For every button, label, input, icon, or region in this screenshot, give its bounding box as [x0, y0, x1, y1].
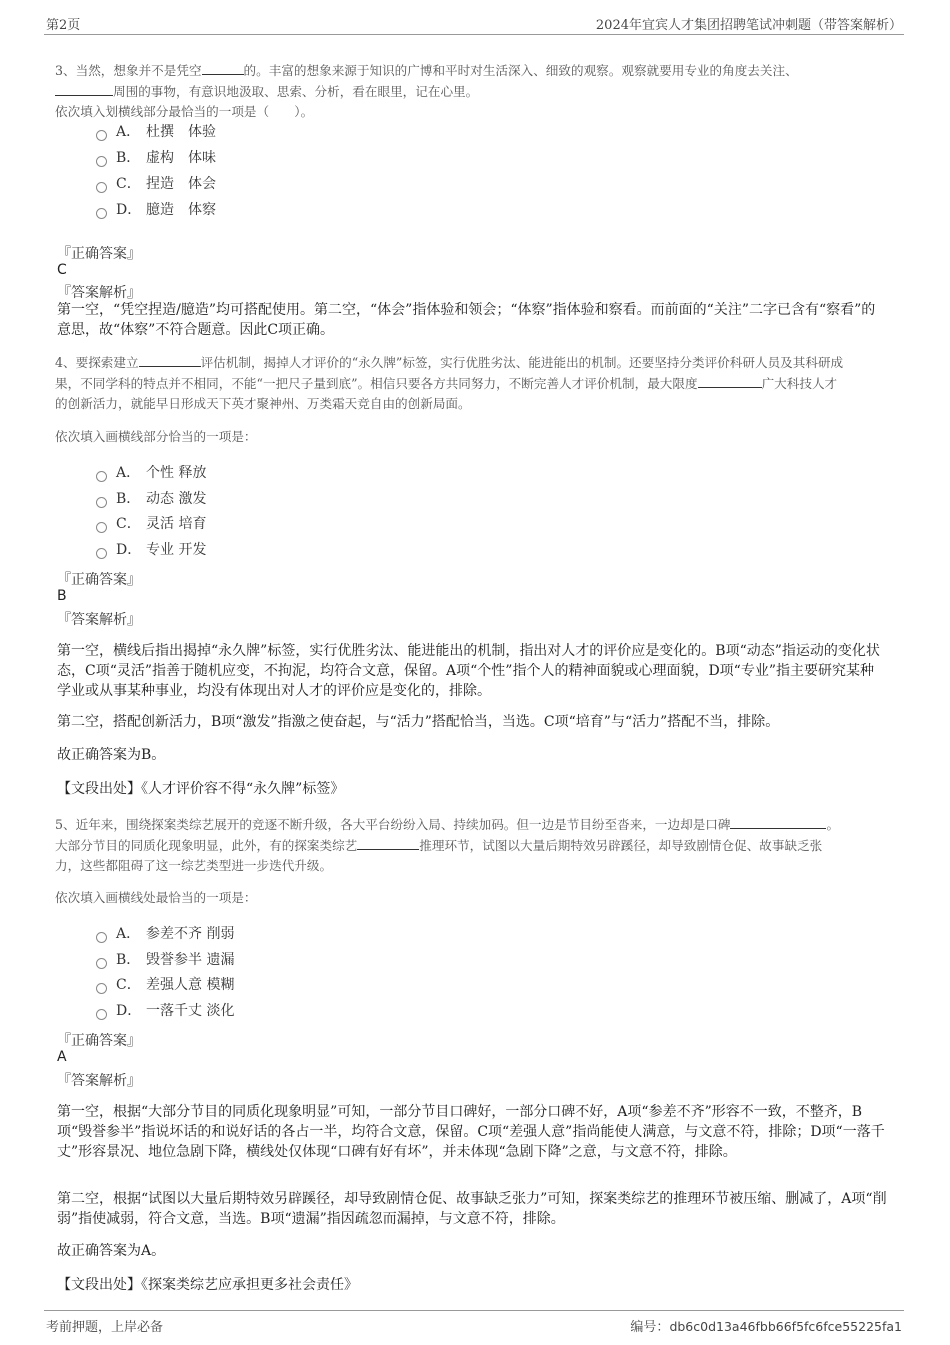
- q5-text: 大部分节目的同质化现象明显，此外，有的探案类综艺: [55, 838, 358, 853]
- q4-prompt: 依次填入画横线部分恰当的一项是：: [55, 429, 257, 444]
- q4-answer: B: [57, 588, 67, 604]
- q4-analysis-p3: 故正确答案为B。: [57, 747, 166, 763]
- document-code: [630, 1316, 902, 1335]
- option-text: 杜撰 体验: [146, 124, 216, 140]
- option-text: 虚构 体味: [146, 150, 216, 166]
- radio-icon[interactable]: [96, 522, 107, 533]
- option-key: C．: [116, 516, 141, 532]
- q3-blank-2: [55, 81, 113, 96]
- q5-analysis-p3: 故正确答案为A。: [57, 1243, 166, 1259]
- q5-answer-label: 『正确答案』: [57, 1033, 141, 1049]
- q4-analysis-p1: 第一空，横线后指出揭掉“永久牌”标签，实行优胜劣汰、能进能出的机制，指出对人才的评价应是变化的。B项“动态”指运动的变化状态，C项“灵活”指善于随机应变，不拘泥，均符合文意，保留。A项“个性”指个人的精神面貌或心理面貌，D项“专业”指主要研究某种学业或从事某种事业，均没有体现出对人才的评价应是变化的，排除。: [57, 643, 880, 699]
- q3-answer: C: [57, 262, 67, 278]
- q4-text: 评估机制，揭掉人才评价的“永久牌”标签，实行优胜劣汰、能进能出的机制。还要坚持分类评价科研人员及其科研成: [200, 355, 844, 370]
- q5-text: 推理环节，试图以大量后期特效另辟蹊径，却导致剧情仓促、故事缺乏张: [419, 838, 823, 853]
- option-text: 差强人意 模糊: [146, 977, 235, 993]
- q4-source: 【文段出处】《人才评价容不得“永久牌”标签》: [57, 781, 345, 797]
- q3-option-c[interactable]: [96, 173, 216, 195]
- option-text: 参差不齐 削弱: [146, 926, 235, 942]
- option-key: A．: [116, 124, 141, 140]
- q5-analysis-label: 『答案解析』: [57, 1073, 141, 1089]
- q3-text: 的。丰富的想象来源于知识的广博和平时对生活深入、细致的观察。观察就要用专业的角度去关注、: [243, 63, 798, 78]
- q4-blank-1: [139, 352, 201, 367]
- radio-icon[interactable]: [96, 932, 107, 943]
- q4-stem: [55, 352, 898, 414]
- option-text: 捏造 体会: [146, 176, 216, 192]
- q4-blank-2: [698, 373, 762, 388]
- option-text: 一落千丈 淡化: [146, 1003, 235, 1019]
- option-key: C．: [116, 176, 141, 192]
- q4-option-d[interactable]: [96, 539, 206, 561]
- radio-icon[interactable]: [96, 130, 107, 141]
- q4-text: 的创新活力，就能早日形成天下英才聚神州、万类霜天竞自由的创新局面。: [55, 396, 471, 411]
- q5-text: 。: [826, 817, 840, 832]
- q3-analysis: 第一空，“凭空捏造/臆造”均可搭配使用。第二空，“体会”指体验和领会；“体察”指体验和察看。而前面的“关注”二字已含有“察看”的意思，故“体察”不符合题意。因此C项正确。: [57, 302, 876, 338]
- code-value: db6c0d13a46fbb66f5fc6fce55225fa1: [669, 1319, 902, 1334]
- page-header: [44, 12, 904, 35]
- q5-source: 【文段出处】《探案类综艺应承担更多社会责任》: [57, 1277, 358, 1293]
- footer-slogan: 考前押题，上岸必备: [46, 1320, 164, 1335]
- page-footer: [44, 1310, 904, 1335]
- q4-option-c[interactable]: [96, 513, 206, 535]
- q3-text: 周围的事物，有意识地汲取、思索、分析，看在眼里，记在心里。: [113, 84, 479, 99]
- option-text: 臆造 体察: [146, 202, 216, 218]
- code-label: 编号：: [630, 1320, 670, 1335]
- option-text: 专业 开发: [146, 542, 207, 558]
- q5-stem: [55, 814, 898, 876]
- q3-analysis-label: 『答案解析』: [57, 285, 141, 301]
- q4-text: 果，不同学科的特点并不相同，不能“一把尺子量到底”。相信只要各方共同努力，不断完善人才评价机制，最大限度: [55, 376, 698, 391]
- option-key: B．: [116, 150, 141, 166]
- option-key: A．: [116, 926, 141, 942]
- radio-icon[interactable]: [96, 182, 107, 193]
- radio-icon[interactable]: [96, 983, 107, 994]
- q5-analysis-p1: 第一空，根据“大部分节目的同质化现象明显”可知，一部分节目口碑好，一部分口碑不好，A项“参差不齐”形容不一致，不整齐，B项“毁誉参半”指说坏话的和说好话的各占一半，均符合文意，保留。C项“差强人意”指尚能使人满意，与文意不符，排除；D项“一落千丈”形容景况、地位急剧下降，横线处仅体现“口碑有好有坏”，并未体现“急剧下降”之意，与文意不符，排除。: [57, 1104, 885, 1160]
- option-key: A．: [116, 465, 141, 481]
- page-number: 第2页: [46, 18, 81, 33]
- q5-blank-1: [730, 814, 826, 829]
- radio-icon[interactable]: [96, 1009, 107, 1020]
- q3-stem: [55, 60, 898, 122]
- q5-text: 力，这些都阻碍了这一综艺类型进一步迭代升级。: [55, 858, 333, 873]
- q3-answer-label: 『正确答案』: [57, 246, 141, 262]
- q5-option-d[interactable]: [96, 1000, 234, 1022]
- q5-answer: A: [57, 1049, 67, 1065]
- q5-prompt: 依次填入画横线处最恰当的一项是：: [55, 890, 257, 905]
- option-key: D．: [116, 1003, 142, 1019]
- q4-option-a[interactable]: [96, 462, 206, 484]
- option-key: D．: [116, 202, 142, 218]
- q3-option-b[interactable]: [96, 147, 216, 169]
- q4-answer-label: 『正确答案』: [57, 572, 141, 588]
- q5-blank-2: [357, 835, 419, 850]
- q3-option-d[interactable]: [96, 199, 216, 221]
- q3-option-a[interactable]: [96, 121, 216, 143]
- q5-option-c[interactable]: [96, 974, 234, 996]
- q5-text: 5、近年来，围绕探案类综艺展开的竞逐不断升级，各大平台纷纷入局、持续加码。但一边是节目纷至沓来，一边却是口碑: [55, 817, 731, 832]
- option-text: 个性 释放: [146, 465, 207, 481]
- option-key: B．: [116, 491, 141, 507]
- radio-icon[interactable]: [96, 958, 107, 969]
- option-text: 动态 激发: [146, 491, 207, 507]
- q4-analysis-label: 『答案解析』: [57, 612, 141, 628]
- option-text: 灵活 培育: [146, 516, 207, 532]
- q4-analysis-p2: 第二空，搭配创新活力，B项“激发”指激之使奋起，与“活力”搭配恰当，当选。C项“培育”与“活力”搭配不当，排除。: [57, 714, 780, 730]
- option-text: 毁誉参半 遗漏: [146, 952, 235, 968]
- radio-icon[interactable]: [96, 208, 107, 219]
- radio-icon[interactable]: [96, 497, 107, 508]
- q3-text: 3、当然，想象并不是凭空: [55, 63, 202, 78]
- q4-text: 广大科技人才: [761, 376, 838, 391]
- option-key: C．: [116, 977, 141, 993]
- radio-icon[interactable]: [96, 471, 107, 482]
- q3-prompt: 依次填入划横线部分最恰当的一项是（ ）。: [55, 104, 314, 119]
- q5-option-b[interactable]: [96, 949, 234, 971]
- q5-option-a[interactable]: [96, 923, 234, 945]
- radio-icon[interactable]: [96, 548, 107, 559]
- document-title: 2024年宜宾人才集团招聘笔试冲刺题（带答案解析）: [595, 18, 902, 33]
- option-key: B．: [116, 952, 141, 968]
- q4-option-b[interactable]: [96, 488, 206, 510]
- option-key: D．: [116, 542, 142, 558]
- q5-analysis-p2: 第二空，根据“试图以大量后期特效另辟蹊径，却导致剧情仓促、故事缺乏张力”可知，探案类综艺的推理环节被压缩、删减了，A项“削弱”指使减弱，符合文意，当选。B项“遗漏”指因疏忽而漏掉，与文意不符，排除。: [57, 1191, 887, 1227]
- radio-icon[interactable]: [96, 156, 107, 167]
- q4-text: 4、要探索建立: [55, 355, 139, 370]
- q3-blank-1: [202, 60, 244, 75]
